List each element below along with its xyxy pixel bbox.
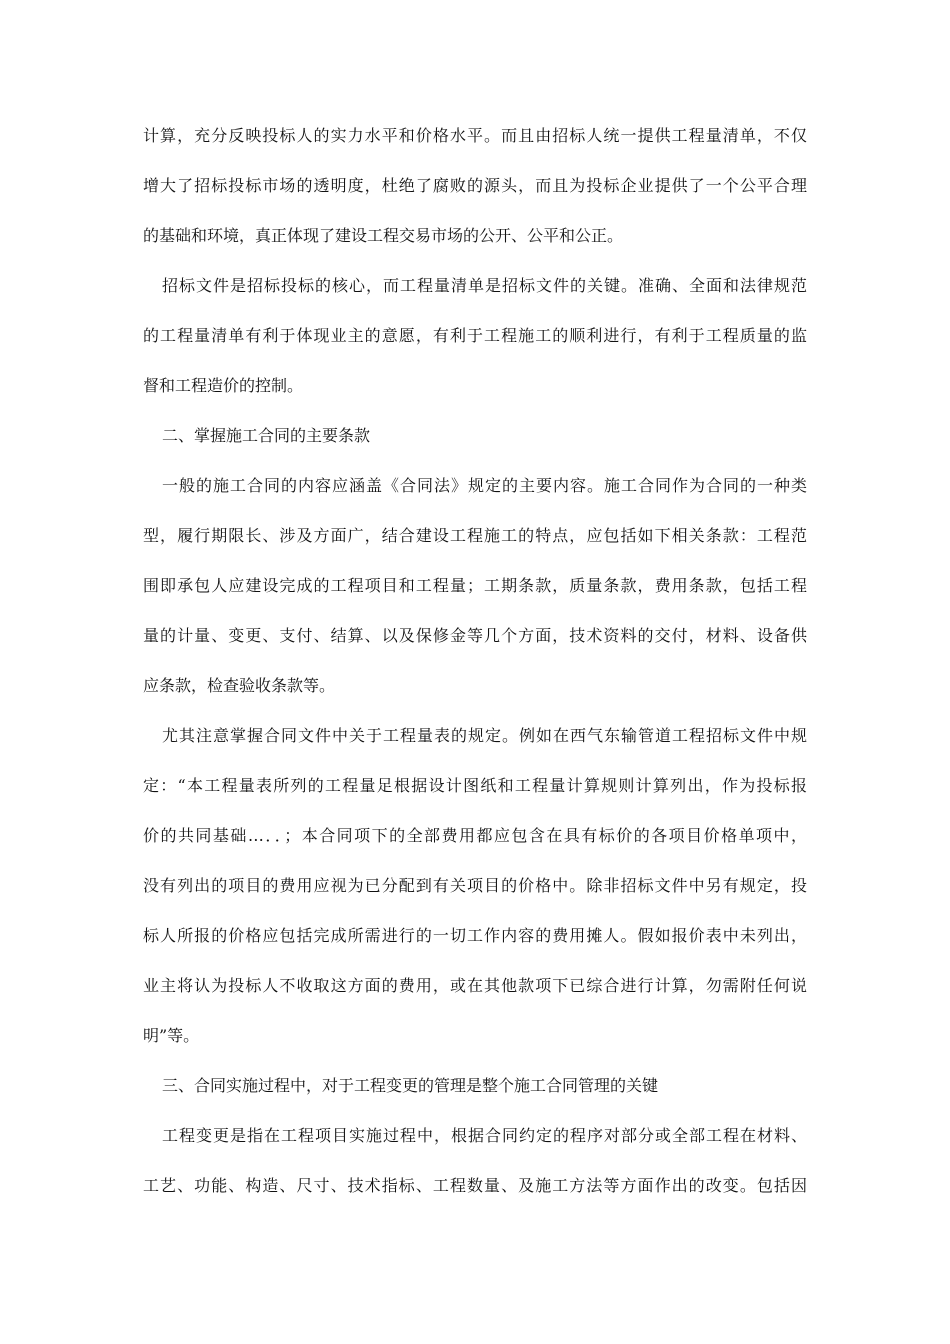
paragraph-line: 没有列出的项目的费用应视为已分配到有关项目的价格中。除非招标文件中另有规定，投 xyxy=(143,876,807,895)
paragraph-line: 型，履行期限长、涉及方面广，结合建设工程施工的特点，应包括如下相关条款：工程范 xyxy=(143,526,807,545)
paragraph-line: 的基础和环境，真正体现了建设工程交易市场的公开、公平和公正。 xyxy=(143,226,624,245)
paragraph-line: 量的计量、变更、支付、结算、以及保修金等几个方面，技术资料的交付，材料、设备供 xyxy=(143,626,807,645)
paragraph-line: 定：“本工程量表所列的工程量足根据设计图纸和工程量计算规则计算列出，作为投标报 xyxy=(143,776,807,795)
paragraph-line: 督和工程造价的控制。 xyxy=(143,376,304,395)
paragraph-line: 应条款，检查验收条款等。 xyxy=(143,676,336,695)
paragraph-line: 工艺、功能、构造、尺寸、技术指标、工程数量、及施工方法等方面作出的改变。包括因 xyxy=(143,1176,807,1195)
paragraph-line: 工程变更是指在工程项目实施过程中，根据合同约定的程序对部分或全部工程在材料、 xyxy=(162,1126,807,1145)
paragraph-line: 招标文件是招标投标的核心，而工程量清单是招标文件的关键。准确、全面和法律规范 xyxy=(162,276,807,295)
paragraph-line: 标人所报的价格应包括完成所需进行的一切工作内容的费用摊人。假如报价表中未列出， xyxy=(143,926,807,945)
paragraph-line: 价的共同基础…．．；本合同项下的全部费用都应包含在具有标价的各项目价格单项中， xyxy=(143,826,807,845)
paragraph-line: 尤其注意掌握合同文件中关于工程量表的规定。例如在西气东输管道工程招标文件中规 xyxy=(162,726,807,745)
section-heading: 三、合同实施过程中，对于工程变更的管理是整个施工合同管理的关键 xyxy=(162,1076,659,1095)
paragraph-line: 增大了招标投标市场的透明度，杜绝了腐败的源头，而且为投标企业提供了一个公平合理 xyxy=(143,176,807,195)
paragraph-line: 计算，充分反映投标人的实力水平和价格水平。而且由招标人统一提供工程量清单，不仅 xyxy=(143,126,807,145)
paragraph-line: 围即承包人应建设完成的工程项目和工程量；工期条款，质量条款，费用条款，包括工程 xyxy=(143,576,807,595)
section-heading: 二、掌握施工合同的主要条款 xyxy=(162,426,371,445)
paragraph-line: 一般的施工合同的内容应涵盖《合同法》规定的主要内容。施工合同作为合同的一种类 xyxy=(162,476,807,495)
paragraph-line: 的工程量清单有利于体现业主的意愿，有利于工程施工的顺利进行，有利于工程质量的监 xyxy=(143,326,807,345)
paragraph-line: 明”等。 xyxy=(143,1026,200,1045)
paragraph-line: 业主将认为投标人不收取这方面的费用，或在其他款项下已综合进行计算，勿需附任何说 xyxy=(143,976,807,995)
